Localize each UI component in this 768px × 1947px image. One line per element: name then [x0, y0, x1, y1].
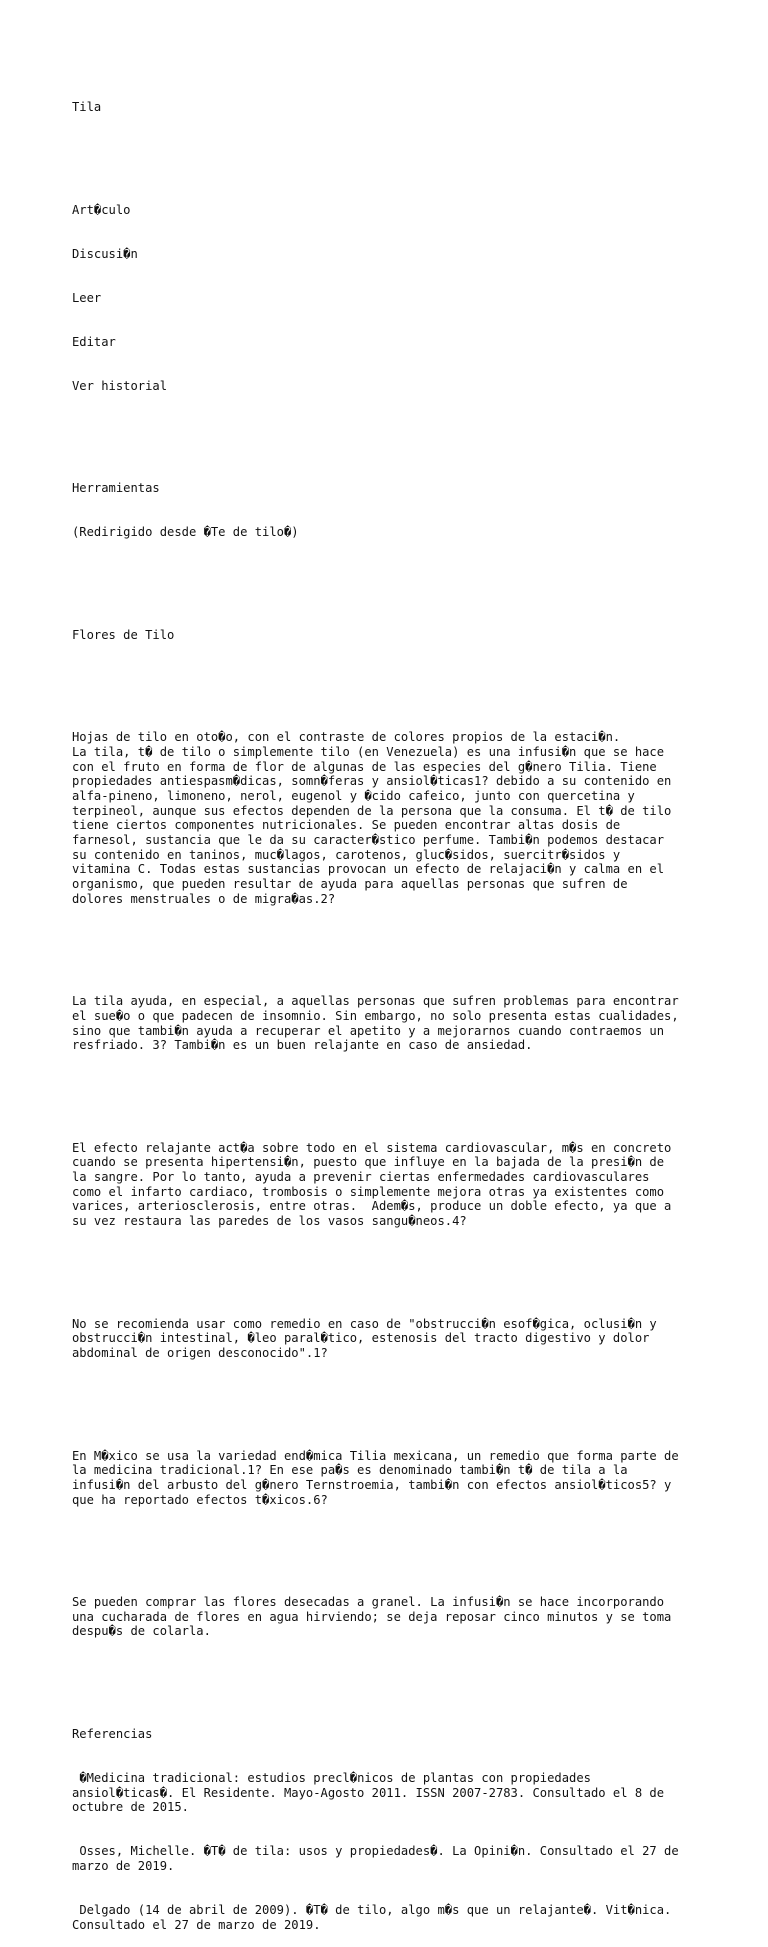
paragraph-insomnia: La tila ayuda, en especial, a aquellas personas que sufren problemas para encontrar el sue�o o que padecen de insomnio. Sin embargo, no solo presenta estas cualidades, sino que tambi�n ayuda a recuperar el apetito y a mejorarnos cuando contraemos un resfriado. 3? Tambi�n es un buen relajante en caso de ansiedad. [72, 994, 679, 1053]
spacer [72, 1390, 712, 1405]
tab-leer[interactable]: Leer [72, 290, 102, 305]
tab-editar[interactable]: Editar [72, 334, 116, 349]
tab-articulo[interactable]: Art�culo [72, 202, 131, 217]
tab-ver-historial[interactable]: Ver historial [72, 378, 168, 393]
spacer [72, 1258, 712, 1273]
tools-label[interactable]: Herramientas [72, 481, 160, 496]
paragraph-intro: Hojas de tilo en oto�o, con el contraste de colores propios de la estaci�n. La tila, t� de tilo o simplemente tilo (en Venezuela) es una infusi�n que se hace con el fruto en forma de flor de algunas de las especies del g�nero Tilia. Tiene propiedades antiespasm�dicas, somn�feras y ansiol�ticas1? debido a su contenido en alfa-pineno, limoneno, nerol, eugenol y �cido cafeico, junto con quercetina y terpineol, aunque sus efectos dependen de la persona que la consuma. El t� de tilo tiene ciertos componentes nutricionales. Se pueden encontrar altas dosis de farnesol, sustancia que le da su caracter�stico perfume. Tambi�n podemos destacar su contenido en taninos, muc�lagos, carotenos, gluc�sidos, suercitr�sidos y vitamina C. Todas estas sustancias provocan un efecto de relajaci�n y calma en el organismo, que pueden resultar de ayuda para aquellas personas que sufren de dolores menstruales o de migra�as.2? [72, 730, 672, 906]
paragraph-warning: No se recomienda usar como remedio en caso de "obstrucci�n esof�gica, oclusi�n y obstrucci�n intestinal, �leo paral�tico, estenosis del tracto digestivo y dolor abdominal de origen desconocido".1? [72, 1316, 657, 1360]
spacer [72, 144, 712, 159]
spacer [72, 569, 712, 584]
references-heading: Referencias [72, 1727, 153, 1741]
spacer [72, 423, 712, 438]
spacer [72, 672, 712, 687]
paragraph-preparation: Se pueden comprar las flores desecadas a granel. La infusi�n se hace incorporando una cucharada de flores en agua hirviendo; se deja reposar cinco minutos y se toma despu�s de colarla. [72, 1595, 672, 1639]
section-heading: Flores de Tilo [72, 627, 175, 642]
reference-item: Osses, Michelle. �T� de tila: usos y propiedades�. La Opini�n. Consultado el 27 de marzo de 2019. [72, 1844, 679, 1873]
paragraph-cardiovascular: El efecto relajante act�a sobre todo en el sistema cardiovascular, m�s en concreto cuando se presenta hipertensi�n, puesto que influye en la bajada de la presi�n de la sangre. Por lo tanto, ayuda a prevenir ciertas enfermedades cardiovasculares como el infarto cardiaco, trombosis o simplemente mejora otras ya existentes como varices, arteriosclerosis, entre otras. Adem�s, produce un doble efecto, ya que a su vez restaura las paredes de los vasos sangu�neos.4? [72, 1140, 672, 1229]
document-page [72, 71, 712, 1947]
reference-item: Delgado (14 de abril de 2009). �T� de tilo, algo m�s que un relajante�. Vit�nica. Consultado el 27 de marzo de 2019. [72, 1902, 672, 1932]
spacer [72, 1082, 712, 1097]
reference-item: �Medicina tradicional: estudios precl�nicos de plantas con propiedades ansiol�ticas�. El Residente. Mayo-Agosto 2011. ISSN 2007-2783. Consultado el 8 de octubre de 2015. [72, 1770, 665, 1815]
paragraph-mexico: En M�xico se usa la variedad end�mica Tilia mexicana, un remedio que forma parte de la medicina tradicional.1? En ese pa�s es denominado tambi�n t� de tila a la infusi�n del arbusto del g�nero Ternstroemia, tambi�n con efectos ansiol�ticos5? y que ha reportado efectos t�xicos.6? [72, 1448, 679, 1507]
redirect-note: (Redirigido desde �Te de tilo�) [72, 525, 299, 540]
spacer [72, 1537, 712, 1552]
tab-discusion[interactable]: Discusi�n [72, 246, 138, 261]
spacer [72, 1668, 712, 1683]
spacer [72, 936, 712, 951]
page-title: Tila [72, 100, 102, 115]
